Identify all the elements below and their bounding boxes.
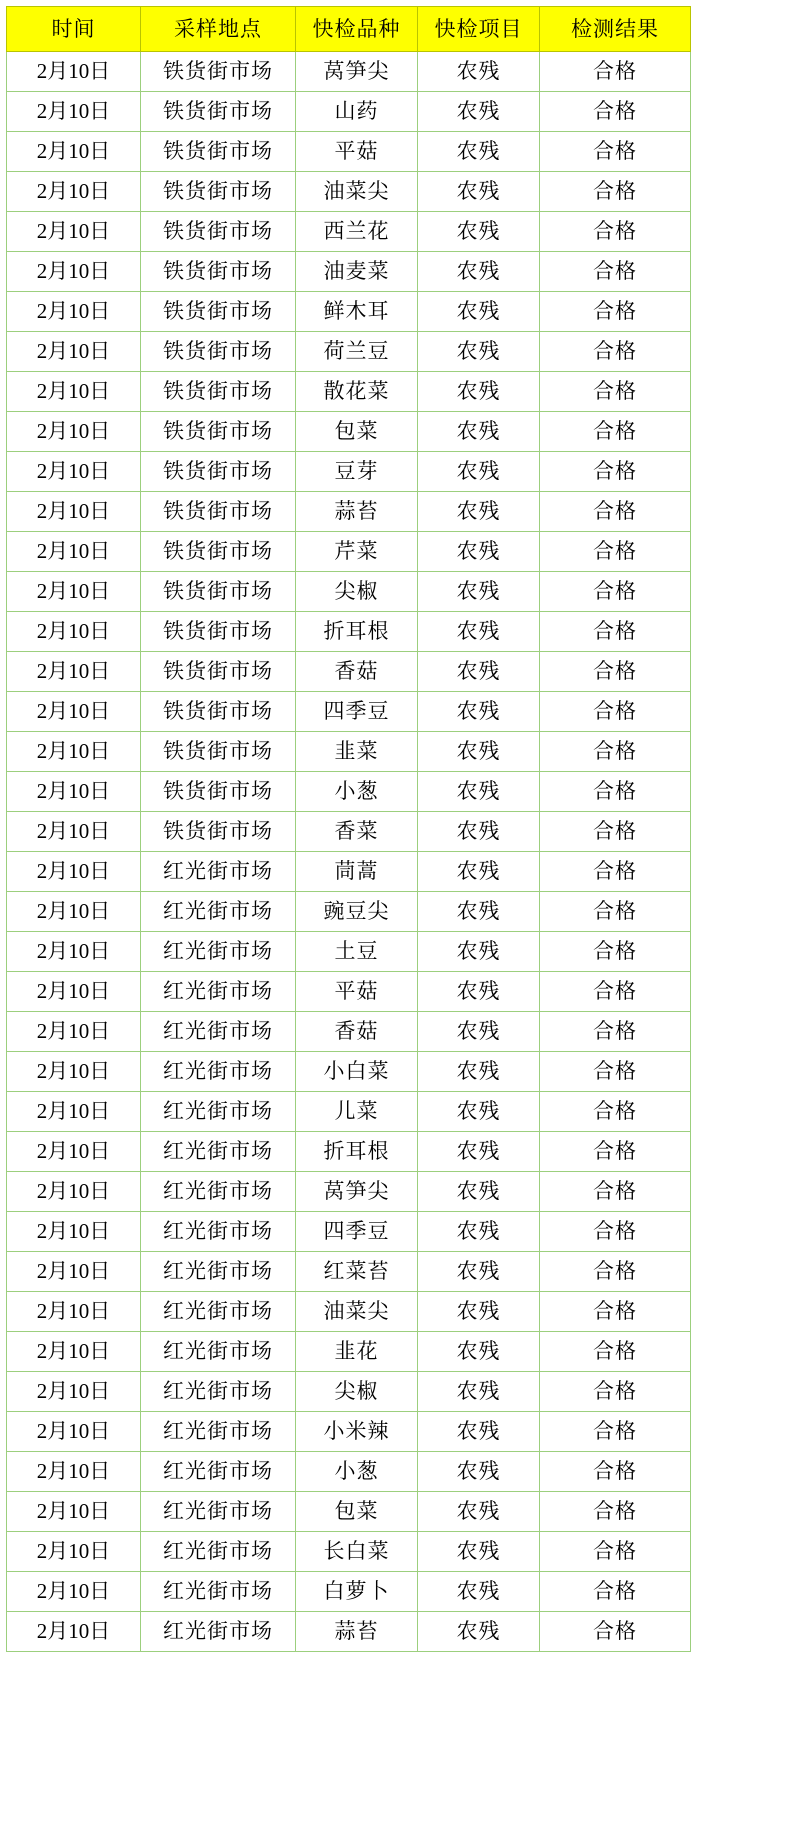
cell-result: 合格 bbox=[540, 1332, 691, 1372]
cell-result: 合格 bbox=[540, 1452, 691, 1492]
cell-test: 农残 bbox=[418, 1092, 540, 1132]
cell-place: 红光街市场 bbox=[141, 1532, 296, 1572]
table-row bbox=[7, 1212, 691, 1252]
cell-place: 铁货街市场 bbox=[141, 692, 296, 732]
cell-test: 农残 bbox=[418, 1052, 540, 1092]
cell-test: 农残 bbox=[418, 532, 540, 572]
cell-time: 2月10日 bbox=[7, 252, 141, 292]
cell-test: 农残 bbox=[418, 132, 540, 172]
cell-time: 2月10日 bbox=[7, 92, 141, 132]
cell-item: 尖椒 bbox=[296, 572, 418, 612]
cell-time: 2月10日 bbox=[7, 652, 141, 692]
table-row bbox=[7, 412, 691, 452]
cell-time: 2月10日 bbox=[7, 492, 141, 532]
cell-item: 鲜木耳 bbox=[296, 292, 418, 332]
cell-result: 合格 bbox=[540, 92, 691, 132]
table-row bbox=[7, 252, 691, 292]
cell-item: 折耳根 bbox=[296, 612, 418, 652]
cell-test: 农残 bbox=[418, 892, 540, 932]
cell-item: 莴笋尖 bbox=[296, 52, 418, 92]
cell-time: 2月10日 bbox=[7, 772, 141, 812]
cell-time: 2月10日 bbox=[7, 1212, 141, 1252]
cell-result: 合格 bbox=[540, 332, 691, 372]
cell-result: 合格 bbox=[540, 1172, 691, 1212]
cell-test: 农残 bbox=[418, 572, 540, 612]
cell-time: 2月10日 bbox=[7, 1092, 141, 1132]
table-row bbox=[7, 172, 691, 212]
cell-time: 2月10日 bbox=[7, 172, 141, 212]
table-row bbox=[7, 612, 691, 652]
cell-result: 合格 bbox=[540, 1212, 691, 1252]
cell-item: 荷兰豆 bbox=[296, 332, 418, 372]
cell-result: 合格 bbox=[540, 692, 691, 732]
cell-item: 折耳根 bbox=[296, 1132, 418, 1172]
cell-item: 小葱 bbox=[296, 1452, 418, 1492]
cell-result: 合格 bbox=[540, 572, 691, 612]
cell-result: 合格 bbox=[540, 1492, 691, 1532]
cell-place: 红光街市场 bbox=[141, 1252, 296, 1292]
cell-place: 红光街市场 bbox=[141, 892, 296, 932]
cell-test: 农残 bbox=[418, 972, 540, 1012]
cell-item: 尖椒 bbox=[296, 1372, 418, 1412]
cell-test: 农残 bbox=[418, 612, 540, 652]
cell-test: 农残 bbox=[418, 452, 540, 492]
cell-item: 山药 bbox=[296, 92, 418, 132]
cell-item: 香菇 bbox=[296, 652, 418, 692]
cell-test: 农残 bbox=[418, 172, 540, 212]
cell-item: 包菜 bbox=[296, 1492, 418, 1532]
cell-item: 小白菜 bbox=[296, 1052, 418, 1092]
table-row bbox=[7, 532, 691, 572]
cell-item: 四季豆 bbox=[296, 1212, 418, 1252]
cell-time: 2月10日 bbox=[7, 532, 141, 572]
table-row bbox=[7, 92, 691, 132]
cell-item: 豌豆尖 bbox=[296, 892, 418, 932]
cell-test: 农残 bbox=[418, 772, 540, 812]
column-header-place: 采样地点 bbox=[141, 7, 296, 52]
table-row bbox=[7, 1092, 691, 1132]
cell-time: 2月10日 bbox=[7, 1412, 141, 1452]
cell-result: 合格 bbox=[540, 412, 691, 452]
cell-item: 平菇 bbox=[296, 132, 418, 172]
cell-place: 红光街市场 bbox=[141, 1572, 296, 1612]
table-row bbox=[7, 52, 691, 92]
column-header-test: 快检项目 bbox=[418, 7, 540, 52]
cell-place: 红光街市场 bbox=[141, 1292, 296, 1332]
table-row bbox=[7, 492, 691, 532]
cell-time: 2月10日 bbox=[7, 1492, 141, 1532]
cell-test: 农残 bbox=[418, 1012, 540, 1052]
cell-result: 合格 bbox=[540, 1012, 691, 1052]
table-row bbox=[7, 852, 691, 892]
inspection-results-table bbox=[6, 6, 691, 1652]
cell-time: 2月10日 bbox=[7, 1572, 141, 1612]
cell-test: 农残 bbox=[418, 412, 540, 452]
cell-time: 2月10日 bbox=[7, 412, 141, 452]
cell-result: 合格 bbox=[540, 532, 691, 572]
cell-test: 农残 bbox=[418, 812, 540, 852]
table-row bbox=[7, 692, 691, 732]
cell-test: 农残 bbox=[418, 692, 540, 732]
cell-item: 长白菜 bbox=[296, 1532, 418, 1572]
cell-place: 红光街市场 bbox=[141, 1092, 296, 1132]
cell-time: 2月10日 bbox=[7, 1612, 141, 1652]
cell-place: 铁货街市场 bbox=[141, 292, 296, 332]
cell-item: 香菇 bbox=[296, 1012, 418, 1052]
cell-result: 合格 bbox=[540, 972, 691, 1012]
cell-time: 2月10日 bbox=[7, 52, 141, 92]
cell-item: 油麦菜 bbox=[296, 252, 418, 292]
cell-test: 农残 bbox=[418, 252, 540, 292]
table-row bbox=[7, 1492, 691, 1532]
cell-result: 合格 bbox=[540, 52, 691, 92]
cell-result: 合格 bbox=[540, 852, 691, 892]
cell-time: 2月10日 bbox=[7, 212, 141, 252]
cell-place: 红光街市场 bbox=[141, 1052, 296, 1092]
table-row bbox=[7, 1612, 691, 1652]
cell-result: 合格 bbox=[540, 1532, 691, 1572]
table-row bbox=[7, 732, 691, 772]
cell-result: 合格 bbox=[540, 1372, 691, 1412]
cell-time: 2月10日 bbox=[7, 1452, 141, 1492]
cell-item: 韭菜 bbox=[296, 732, 418, 772]
cell-time: 2月10日 bbox=[7, 1012, 141, 1052]
cell-place: 铁货街市场 bbox=[141, 732, 296, 772]
cell-place: 铁货街市场 bbox=[141, 652, 296, 692]
cell-test: 农残 bbox=[418, 652, 540, 692]
cell-time: 2月10日 bbox=[7, 732, 141, 772]
cell-item: 小葱 bbox=[296, 772, 418, 812]
cell-place: 红光街市场 bbox=[141, 1612, 296, 1652]
cell-place: 铁货街市场 bbox=[141, 212, 296, 252]
cell-item: 土豆 bbox=[296, 932, 418, 972]
cell-place: 红光街市场 bbox=[141, 1412, 296, 1452]
table-row bbox=[7, 972, 691, 1012]
table-body bbox=[7, 52, 691, 1652]
cell-time: 2月10日 bbox=[7, 1172, 141, 1212]
cell-time: 2月10日 bbox=[7, 1332, 141, 1372]
cell-time: 2月10日 bbox=[7, 1252, 141, 1292]
cell-place: 铁货街市场 bbox=[141, 412, 296, 452]
cell-item: 四季豆 bbox=[296, 692, 418, 732]
table-row bbox=[7, 1452, 691, 1492]
cell-item: 香菜 bbox=[296, 812, 418, 852]
cell-time: 2月10日 bbox=[7, 852, 141, 892]
cell-result: 合格 bbox=[540, 1412, 691, 1452]
cell-item: 油菜尖 bbox=[296, 172, 418, 212]
cell-item: 散花菜 bbox=[296, 372, 418, 412]
cell-test: 农残 bbox=[418, 1212, 540, 1252]
cell-place: 铁货街市场 bbox=[141, 452, 296, 492]
cell-result: 合格 bbox=[540, 772, 691, 812]
cell-time: 2月10日 bbox=[7, 292, 141, 332]
cell-time: 2月10日 bbox=[7, 812, 141, 852]
cell-result: 合格 bbox=[540, 372, 691, 412]
cell-place: 铁货街市场 bbox=[141, 532, 296, 572]
cell-time: 2月10日 bbox=[7, 692, 141, 732]
cell-test: 农残 bbox=[418, 1372, 540, 1412]
cell-place: 红光街市场 bbox=[141, 1132, 296, 1172]
cell-time: 2月10日 bbox=[7, 452, 141, 492]
cell-test: 农残 bbox=[418, 1292, 540, 1332]
cell-item: 平菇 bbox=[296, 972, 418, 1012]
cell-test: 农残 bbox=[418, 1332, 540, 1372]
cell-test: 农残 bbox=[418, 212, 540, 252]
cell-time: 2月10日 bbox=[7, 1052, 141, 1092]
cell-test: 农残 bbox=[418, 852, 540, 892]
cell-place: 铁货街市场 bbox=[141, 92, 296, 132]
column-header-item: 快检品种 bbox=[296, 7, 418, 52]
cell-item: 蒜苔 bbox=[296, 492, 418, 532]
cell-test: 农残 bbox=[418, 1492, 540, 1532]
table-row bbox=[7, 1252, 691, 1292]
cell-test: 农残 bbox=[418, 732, 540, 772]
cell-item: 油菜尖 bbox=[296, 1292, 418, 1332]
cell-place: 红光街市场 bbox=[141, 1172, 296, 1212]
cell-test: 农残 bbox=[418, 1132, 540, 1172]
table-row bbox=[7, 1412, 691, 1452]
table-row bbox=[7, 1572, 691, 1612]
cell-result: 合格 bbox=[540, 212, 691, 252]
cell-item: 包菜 bbox=[296, 412, 418, 452]
cell-item: 芹菜 bbox=[296, 532, 418, 572]
cell-result: 合格 bbox=[540, 1572, 691, 1612]
table-header-row bbox=[7, 7, 691, 52]
cell-result: 合格 bbox=[540, 732, 691, 772]
cell-test: 农残 bbox=[418, 1572, 540, 1612]
table-row bbox=[7, 1332, 691, 1372]
cell-test: 农残 bbox=[418, 1412, 540, 1452]
cell-place: 铁货街市场 bbox=[141, 492, 296, 532]
table-row bbox=[7, 452, 691, 492]
table-row bbox=[7, 292, 691, 332]
column-header-time: 时间 bbox=[7, 7, 141, 52]
table-row bbox=[7, 572, 691, 612]
cell-time: 2月10日 bbox=[7, 1132, 141, 1172]
cell-test: 农残 bbox=[418, 372, 540, 412]
cell-test: 农残 bbox=[418, 1612, 540, 1652]
table-row bbox=[7, 1052, 691, 1092]
table-row bbox=[7, 1532, 691, 1572]
cell-result: 合格 bbox=[540, 812, 691, 852]
cell-result: 合格 bbox=[540, 452, 691, 492]
cell-place: 铁货街市场 bbox=[141, 172, 296, 212]
cell-place: 铁货街市场 bbox=[141, 772, 296, 812]
cell-place: 铁货街市场 bbox=[141, 52, 296, 92]
cell-time: 2月10日 bbox=[7, 892, 141, 932]
table-row bbox=[7, 652, 691, 692]
cell-time: 2月10日 bbox=[7, 932, 141, 972]
table-row bbox=[7, 372, 691, 412]
cell-test: 农残 bbox=[418, 1532, 540, 1572]
cell-item: 西兰花 bbox=[296, 212, 418, 252]
cell-result: 合格 bbox=[540, 252, 691, 292]
cell-test: 农残 bbox=[418, 932, 540, 972]
cell-place: 红光街市场 bbox=[141, 1012, 296, 1052]
cell-place: 红光街市场 bbox=[141, 1452, 296, 1492]
cell-place: 红光街市场 bbox=[141, 1212, 296, 1252]
cell-place: 红光街市场 bbox=[141, 1332, 296, 1372]
cell-item: 茼蒿 bbox=[296, 852, 418, 892]
cell-result: 合格 bbox=[540, 1132, 691, 1172]
cell-test: 农残 bbox=[418, 52, 540, 92]
cell-place: 红光街市场 bbox=[141, 1372, 296, 1412]
table-row bbox=[7, 1292, 691, 1332]
table-row bbox=[7, 1012, 691, 1052]
cell-time: 2月10日 bbox=[7, 332, 141, 372]
table-row bbox=[7, 1172, 691, 1212]
table-row bbox=[7, 132, 691, 172]
cell-item: 儿菜 bbox=[296, 1092, 418, 1132]
cell-test: 农残 bbox=[418, 492, 540, 532]
cell-item: 莴笋尖 bbox=[296, 1172, 418, 1212]
cell-time: 2月10日 bbox=[7, 372, 141, 412]
table-row bbox=[7, 812, 691, 852]
cell-test: 农残 bbox=[418, 1452, 540, 1492]
cell-result: 合格 bbox=[540, 1292, 691, 1332]
cell-time: 2月10日 bbox=[7, 572, 141, 612]
cell-place: 铁货街市场 bbox=[141, 332, 296, 372]
cell-item: 白萝卜 bbox=[296, 1572, 418, 1612]
cell-place: 铁货街市场 bbox=[141, 252, 296, 292]
cell-place: 红光街市场 bbox=[141, 1492, 296, 1532]
cell-result: 合格 bbox=[540, 172, 691, 212]
cell-place: 铁货街市场 bbox=[141, 132, 296, 172]
cell-time: 2月10日 bbox=[7, 132, 141, 172]
cell-test: 农残 bbox=[418, 92, 540, 132]
cell-time: 2月10日 bbox=[7, 1292, 141, 1332]
cell-test: 农残 bbox=[418, 332, 540, 372]
cell-item: 豆芽 bbox=[296, 452, 418, 492]
cell-item: 韭花 bbox=[296, 1332, 418, 1372]
cell-time: 2月10日 bbox=[7, 1372, 141, 1412]
table-row bbox=[7, 1132, 691, 1172]
cell-place: 铁货街市场 bbox=[141, 812, 296, 852]
column-header-result: 检测结果 bbox=[540, 7, 691, 52]
cell-test: 农残 bbox=[418, 1172, 540, 1212]
cell-test: 农残 bbox=[418, 292, 540, 332]
cell-place: 铁货街市场 bbox=[141, 612, 296, 652]
cell-result: 合格 bbox=[540, 1252, 691, 1292]
table-row bbox=[7, 1372, 691, 1412]
table-row bbox=[7, 932, 691, 972]
table-row bbox=[7, 332, 691, 372]
cell-result: 合格 bbox=[540, 132, 691, 172]
cell-test: 农残 bbox=[418, 1252, 540, 1292]
cell-item: 小米辣 bbox=[296, 1412, 418, 1452]
cell-result: 合格 bbox=[540, 652, 691, 692]
cell-place: 铁货街市场 bbox=[141, 572, 296, 612]
cell-item: 红菜苔 bbox=[296, 1252, 418, 1292]
table-row bbox=[7, 892, 691, 932]
cell-result: 合格 bbox=[540, 1612, 691, 1652]
cell-time: 2月10日 bbox=[7, 612, 141, 652]
cell-time: 2月10日 bbox=[7, 972, 141, 1012]
cell-result: 合格 bbox=[540, 492, 691, 532]
cell-item: 蒜苔 bbox=[296, 1612, 418, 1652]
cell-result: 合格 bbox=[540, 892, 691, 932]
cell-result: 合格 bbox=[540, 292, 691, 332]
cell-result: 合格 bbox=[540, 1092, 691, 1132]
cell-result: 合格 bbox=[540, 612, 691, 652]
cell-place: 红光街市场 bbox=[141, 972, 296, 1012]
cell-place: 红光街市场 bbox=[141, 852, 296, 892]
cell-result: 合格 bbox=[540, 932, 691, 972]
cell-place: 铁货街市场 bbox=[141, 372, 296, 412]
cell-result: 合格 bbox=[540, 1052, 691, 1092]
table-row bbox=[7, 772, 691, 812]
cell-place: 红光街市场 bbox=[141, 932, 296, 972]
table-row bbox=[7, 212, 691, 252]
cell-time: 2月10日 bbox=[7, 1532, 141, 1572]
